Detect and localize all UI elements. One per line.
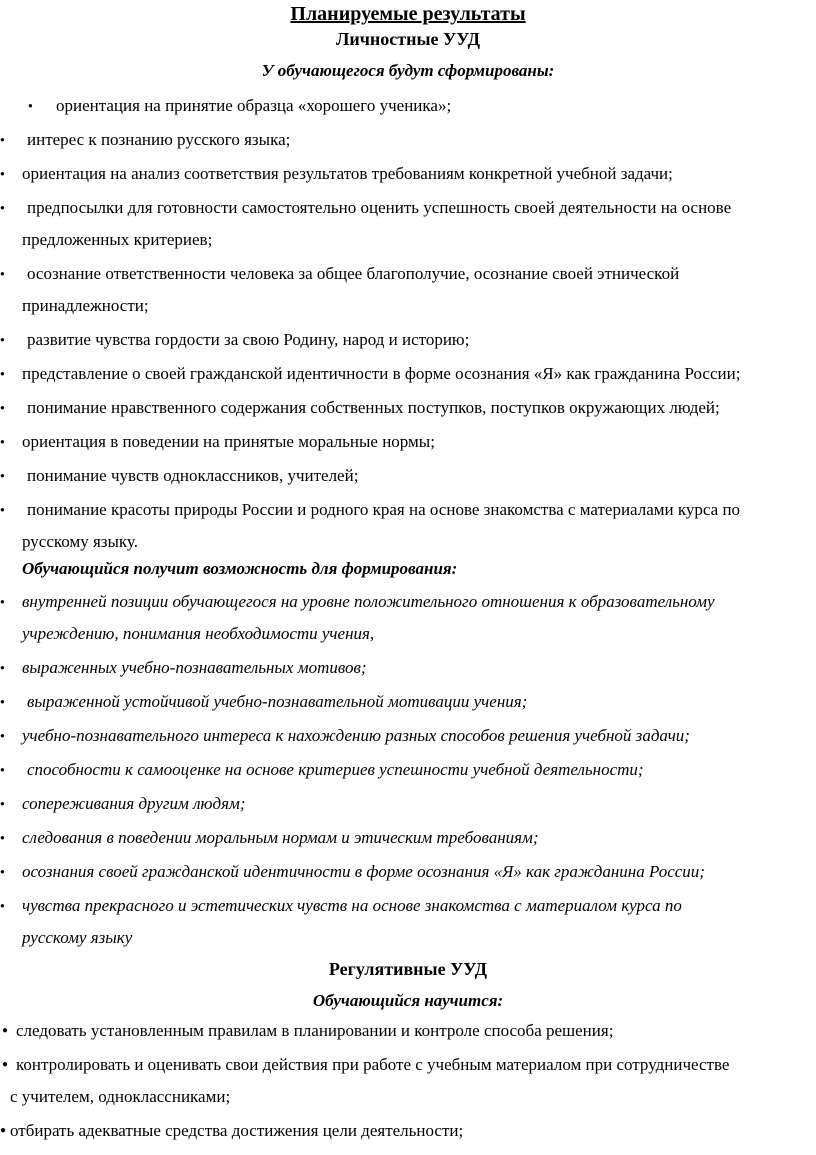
list-item-text: выраженной устойчивой учебно-познавательной мотивации учения; — [27, 692, 528, 711]
list-item-text: интерес к познанию русского языка; — [27, 130, 291, 149]
page-title: Планируемые результаты — [290, 3, 526, 25]
bullet-icon: ● — [0, 505, 5, 514]
bullet-icon: ● — [0, 471, 5, 480]
bullet-icon: ● — [0, 369, 5, 378]
list-item-text: понимание красоты природы России и родного края на основе знакомства с материалами курса по — [27, 500, 741, 519]
list-item-continuation: с учителем, одноклассниками; — [10, 1087, 231, 1106]
bullet-icon: ● — [28, 101, 33, 110]
bullet-icon: ● — [2, 1059, 9, 1070]
list-item-text: сопереживания другим людям; — [22, 794, 246, 813]
list-item-text: осознания своей гражданской идентичности в форме осознания «Я» как гражданина России; — [22, 862, 705, 881]
bullet-icon: ● — [0, 867, 5, 876]
bullet-icon: ● — [0, 203, 5, 212]
bullet-icon: ● — [0, 335, 5, 344]
bullet-icon: ● — [0, 1125, 7, 1136]
bullet-icon: ● — [0, 437, 5, 446]
list-item-text: ориентация на анализ соответствия результатов требованиям конкретной учебной задачи; — [22, 164, 673, 183]
list-item-text: понимание нравственного содержания собственных поступков, поступков окружающих людей; — [27, 398, 720, 417]
list-item-continuation: русскому языку — [22, 928, 133, 947]
list-item-text: представление о своей гражданской идентичности в форме осознания «Я» как гражданина России; — [22, 364, 741, 383]
bullet-icon: ● — [0, 901, 5, 910]
bullet-icon: ● — [0, 765, 5, 774]
list-item-text: внутренней позиции обучающегося на уровне положительного отношения к образовательному — [22, 592, 715, 611]
section-heading-personal: Личностные УУД — [335, 29, 481, 49]
list-item-text: следования в поведении моральным нормам и этическим требованиям; — [22, 828, 539, 847]
bullet-icon: ● — [0, 403, 5, 412]
bullet-icon: ● — [0, 833, 5, 842]
list-item-text: способности к самооценке на основе критериев успешности учебной деятельности; — [27, 760, 644, 779]
subheading-opportunity: Обучающийся получит возможность для формирования: — [22, 559, 458, 578]
list-item-text: ориентация в поведении на принятые моральные нормы; — [22, 432, 435, 451]
list-item-text: понимание чувств одноклассников, учителей; — [27, 466, 359, 485]
list-item-text: выраженных учебно-познавательных мотивов; — [22, 658, 367, 677]
bullet-icon: ● — [0, 135, 5, 144]
subheading-will-be-formed: У обучающегося будут сформированы: — [261, 61, 555, 80]
bullet-icon: ● — [0, 169, 5, 178]
subheading-will-learn: Обучающийся научится: — [312, 991, 504, 1010]
bullet-icon: ● — [2, 1025, 9, 1036]
bullet-icon: ● — [0, 269, 5, 278]
list-item-text: развитие чувства гордости за свою Родину, народ и историю; — [27, 330, 470, 349]
bullet-icon: ● — [0, 697, 5, 706]
bullet-icon: ● — [0, 731, 5, 740]
bullet-icon: ● — [0, 799, 5, 808]
list-item-text: учебно-познавательного интереса к нахождению разных способов решения учебной задачи; — [22, 726, 690, 745]
bullet-icon: ● — [0, 663, 5, 672]
bullet-icon: ● — [0, 597, 5, 606]
list-item-text: чувства прекрасного и эстетических чувств на основе знакомства с материалом курса по — [22, 896, 682, 915]
list-item-text: осознание ответственности человека за общее благополучие, осознание своей этнической — [27, 264, 680, 283]
list-item-text: предпосылки для готовности самостоятельно оценить успешность своей деятельности на основе — [27, 198, 732, 217]
list-item-text: контролировать и оценивать свои действия при работе с учебным материалом при сотрудничестве — [16, 1055, 730, 1074]
list-item-continuation: русскому языку. — [22, 532, 138, 551]
list-item-text: отбирать адекватные средства достижения цели деятельности; — [10, 1121, 464, 1140]
list-item-text: следовать установленным правилам в планировании и контроле способа решения; — [16, 1021, 614, 1040]
list-item-continuation: учреждению, понимания необходимости учения, — [22, 624, 375, 643]
list-item-text: ориентация на принятие образца «хорошего ученика»; — [56, 96, 452, 115]
list-item-continuation: принадлежности; — [22, 296, 149, 315]
section-heading-regulatory: Регулятивные УУД — [328, 959, 488, 979]
list-item-continuation: предложенных критериев; — [22, 230, 213, 249]
